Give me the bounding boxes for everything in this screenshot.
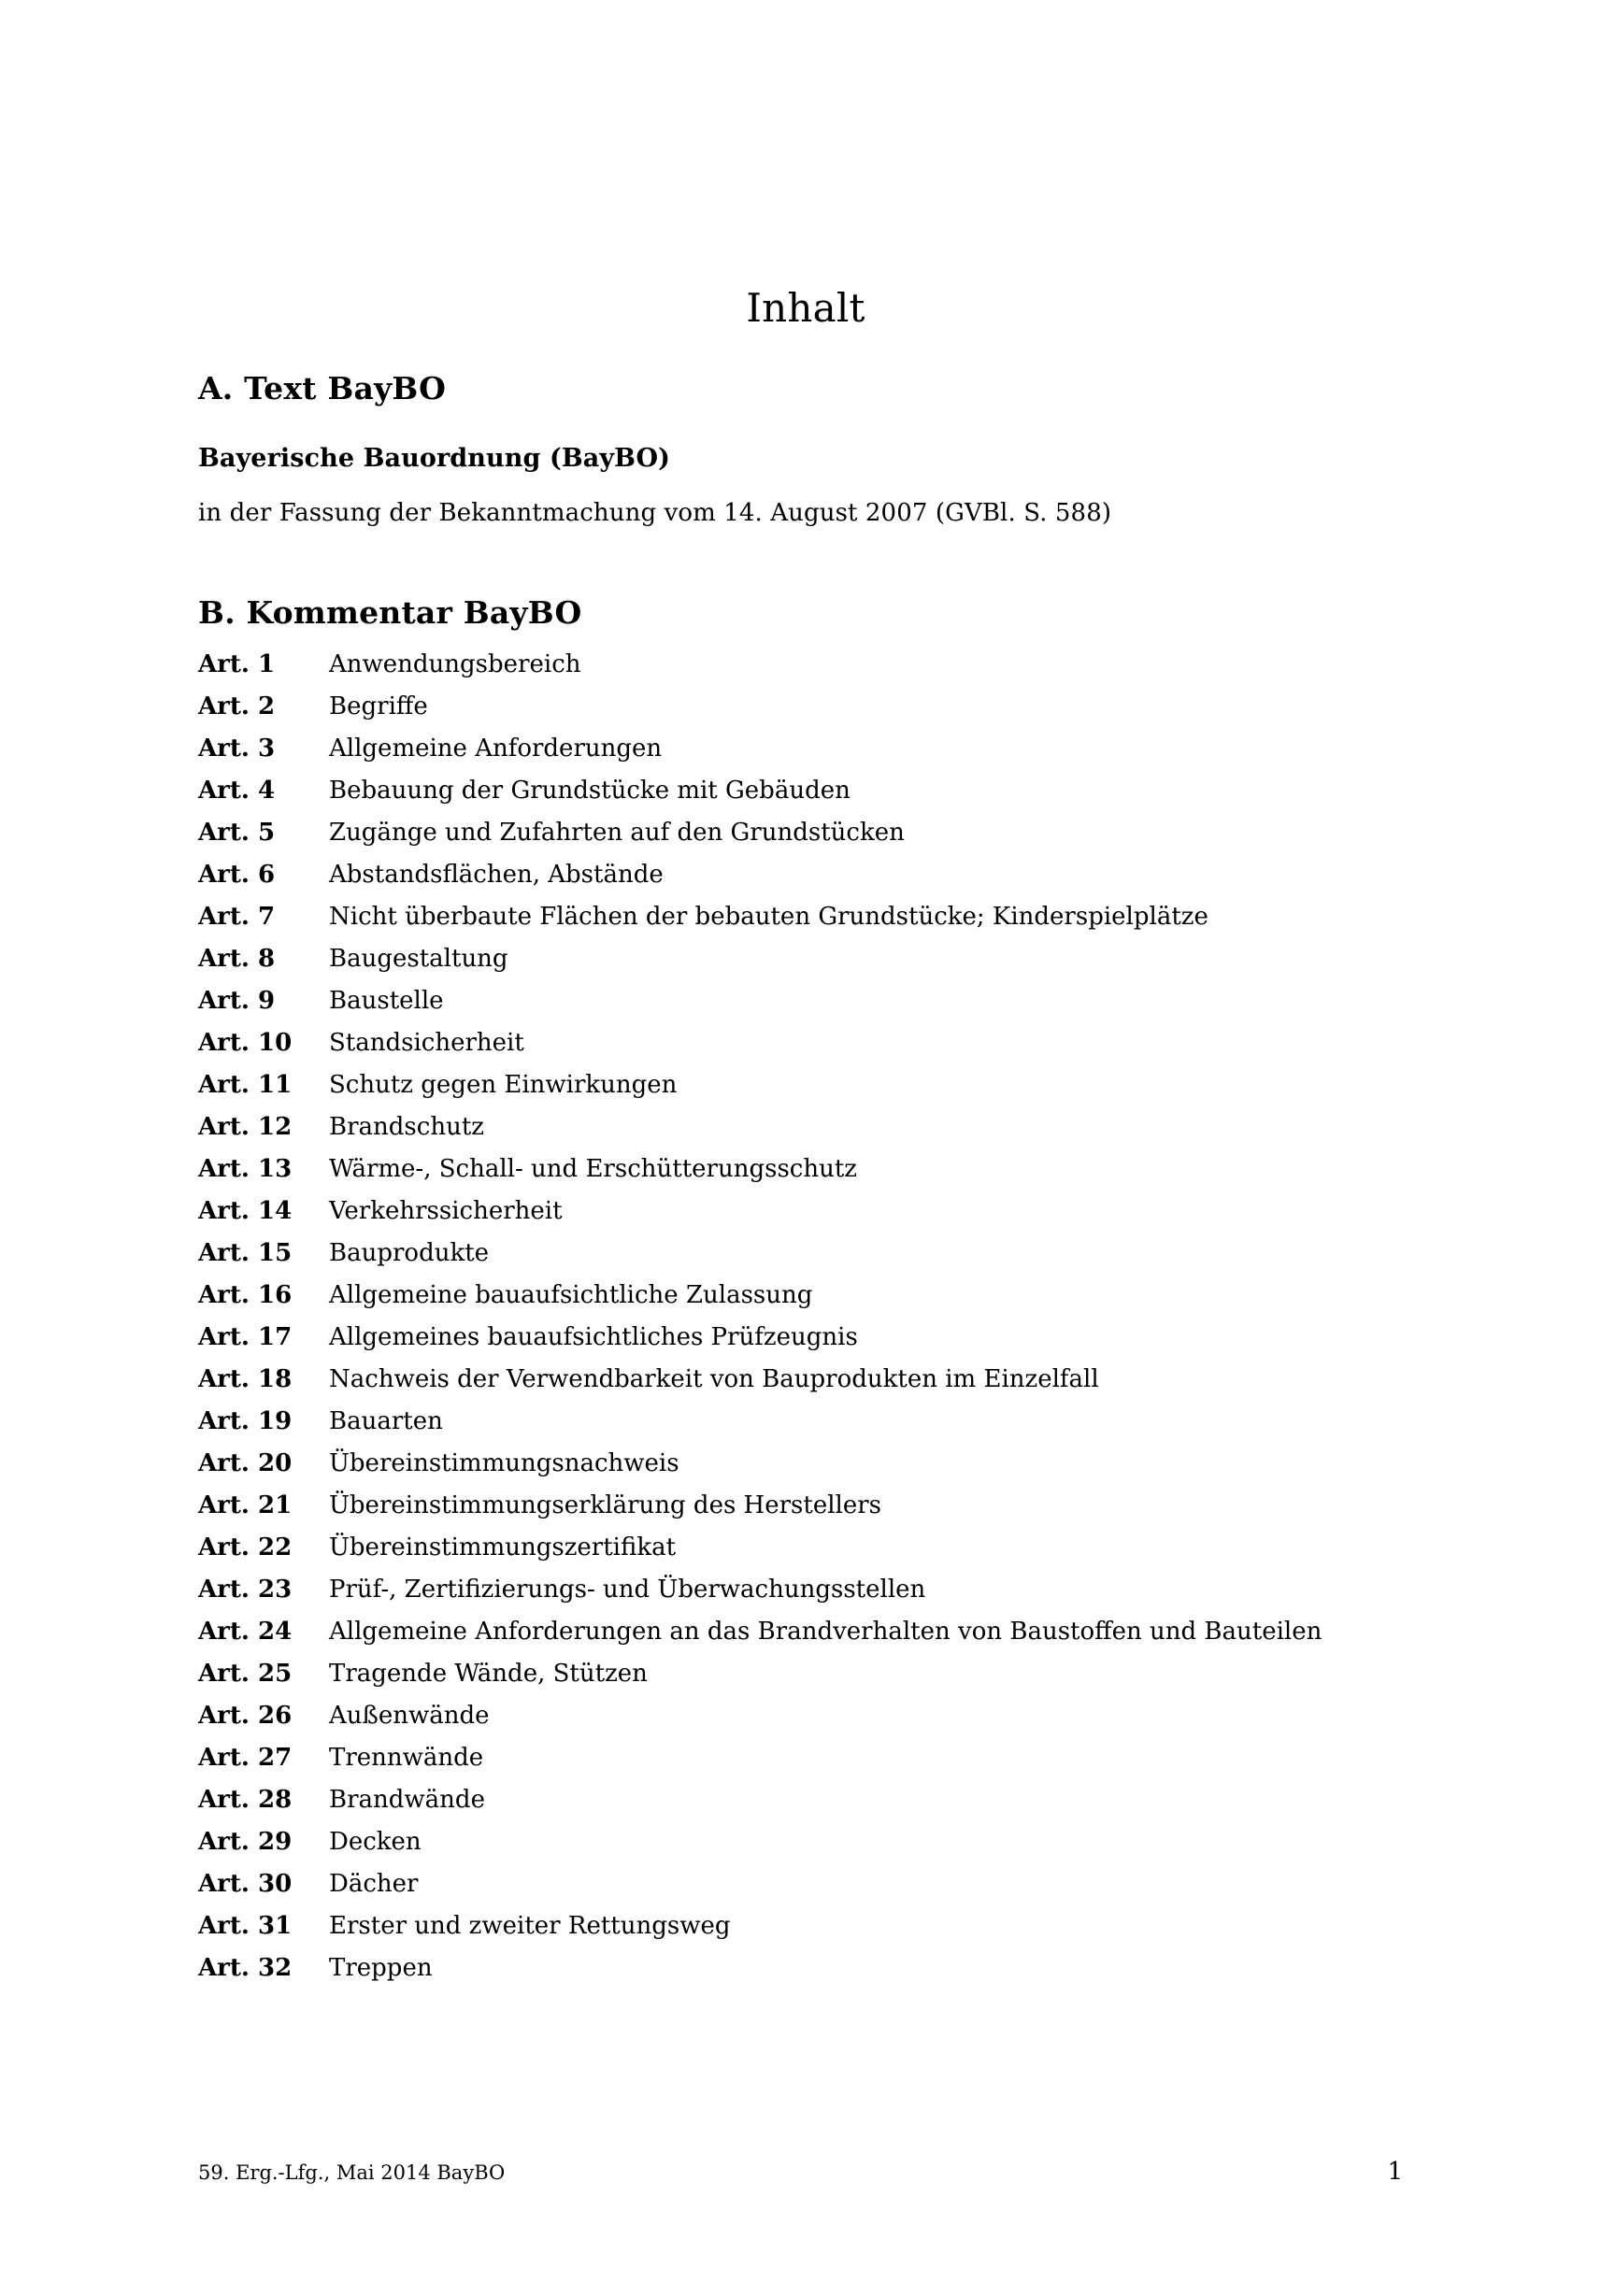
list-item[interactable] (198, 1527, 1413, 1569)
toc-entry-label: Anwendungsbereich (329, 650, 581, 678)
list-item[interactable] (198, 812, 1413, 854)
toc-entry-number: Art. 27 (198, 1744, 293, 1772)
toc-entry-number: Art. 5 (198, 819, 276, 847)
toc-entry-label: Standsicherheit (329, 1029, 524, 1057)
toc-entry-label: Nachweis der Verwendbarkeit von Bauprodukten im Einzelfall (329, 1365, 1099, 1393)
section-heading-b: B. Kommentar BayBO (198, 594, 582, 631)
page-content (198, 0, 1413, 1989)
footer-edition-text: 59. Erg.-Lfg., Mai 2014 BayBO (198, 2161, 506, 2184)
page-title: Inhalt (746, 285, 865, 331)
list-item[interactable] (198, 728, 1413, 770)
list-item[interactable] (198, 1191, 1413, 1233)
toc-entry-label: Begriffe (329, 692, 428, 720)
list-item[interactable] (198, 1905, 1413, 1947)
toc-entry-number: Art. 6 (198, 861, 276, 889)
list-item[interactable] (198, 1275, 1413, 1317)
toc-entry-label: Erster und zweiter Rettungsweg (329, 1912, 731, 1940)
toc-entry-label: Bauprodukte (329, 1239, 490, 1267)
list-item[interactable] (198, 854, 1413, 896)
list-item[interactable] (198, 896, 1413, 938)
toc-entry-label: Baugestaltung (329, 945, 508, 973)
list-item[interactable] (198, 1947, 1413, 1989)
toc-entry-label: Übereinstimmungserklärung des Herstellers (329, 1491, 882, 1519)
toc-entry-number: Art. 7 (198, 903, 276, 931)
list-item[interactable] (198, 1233, 1413, 1275)
list-item[interactable] (198, 1737, 1413, 1779)
toc-entry-number: Art. 30 (198, 1870, 293, 1898)
section-heading-a: A. Text BayBO (198, 370, 447, 406)
toc-entry-number: Art. 17 (198, 1323, 293, 1351)
toc-entry-number: Art. 10 (198, 1029, 293, 1057)
list-item[interactable] (198, 644, 1413, 686)
toc-entry-number: Art. 32 (198, 1954, 293, 1982)
list-item[interactable] (198, 1106, 1413, 1148)
toc-entry-number: Art. 9 (198, 987, 276, 1015)
page-number: 1 (1387, 2158, 1403, 2186)
toc-entry-label: Trennwände (329, 1744, 484, 1772)
list-item[interactable] (198, 938, 1413, 980)
list-item[interactable] (198, 1485, 1413, 1527)
list-item[interactable] (198, 1443, 1413, 1485)
toc-entry-number: Art. 29 (198, 1828, 293, 1856)
list-item[interactable] (198, 1695, 1413, 1737)
list-item[interactable] (198, 1359, 1413, 1401)
list-item[interactable] (198, 1863, 1413, 1905)
toc-entry-label: Allgemeine Anforderungen (329, 734, 663, 763)
list-item[interactable] (198, 1022, 1413, 1064)
toc-entry-label: Dächer (329, 1870, 419, 1898)
toc-entry-number: Art. 2 (198, 692, 276, 720)
toc-entry-number: Art. 4 (198, 777, 276, 805)
toc-entry-label: Schutz gegen Einwirkungen (329, 1071, 678, 1099)
toc-entry-number: Art. 15 (198, 1239, 293, 1267)
toc-entry-label: Wärme-, Schall- und Erschütterungsschutz (329, 1155, 857, 1183)
toc-entry-number: Art. 14 (198, 1197, 293, 1225)
toc-entry-label: Brandschutz (329, 1113, 484, 1141)
list-item[interactable] (198, 1569, 1413, 1611)
list-item[interactable] (198, 1653, 1413, 1695)
toc-entry-label: Brandwände (329, 1786, 485, 1814)
list-item[interactable] (198, 1064, 1413, 1106)
toc-entry-number: Art. 23 (198, 1576, 293, 1604)
table-of-contents (198, 631, 1413, 1989)
toc-entry-number: Art. 21 (198, 1491, 293, 1519)
toc-entry-number: Art. 12 (198, 1113, 293, 1141)
toc-entry-number: Art. 8 (198, 945, 276, 973)
toc-entry-label: Übereinstimmungsnachweis (329, 1449, 679, 1477)
toc-entry-number: Art. 13 (198, 1155, 293, 1183)
list-item[interactable] (198, 1317, 1413, 1359)
toc-entry-number: Art. 3 (198, 734, 276, 763)
toc-entry-number: Art. 18 (198, 1365, 293, 1393)
toc-entry-number: Art. 11 (198, 1071, 293, 1099)
toc-entry-label: Übereinstimmungszertifikat (329, 1533, 677, 1562)
toc-entry-number: Art. 1 (198, 650, 276, 678)
toc-entry-number: Art. 28 (198, 1786, 293, 1814)
section-a-note: in der Fassung der Bekanntmachung vom 14. August 2007 (GVBl. S. 588) (198, 499, 1112, 527)
list-item[interactable] (198, 980, 1413, 1022)
toc-entry-number: Art. 31 (198, 1912, 293, 1940)
toc-entry-label: Zugänge und Zufahrten auf den Grundstücken (329, 819, 905, 847)
list-item[interactable] (198, 1148, 1413, 1191)
toc-entry-number: Art. 24 (198, 1618, 293, 1646)
list-item[interactable] (198, 1401, 1413, 1443)
toc-entry-label: Abstandsflächen, Abstände (329, 861, 664, 889)
toc-entry-label: Verkehrssicherheit (329, 1197, 563, 1225)
list-item[interactable] (198, 1779, 1413, 1821)
page-footer (198, 2158, 1403, 2186)
toc-entry-label: Baustelle (329, 987, 444, 1015)
toc-entry-label: Treppen (329, 1954, 433, 1982)
list-item[interactable] (198, 770, 1413, 812)
list-item[interactable] (198, 1821, 1413, 1863)
toc-entry-label: Allgemeine bauaufsichtliche Zulassung (329, 1281, 813, 1309)
toc-entry-number: Art. 26 (198, 1702, 293, 1730)
toc-entry-number: Art. 20 (198, 1449, 293, 1477)
toc-entry-label: Tragende Wände, Stützen (329, 1660, 648, 1688)
toc-entry-label: Prüf-, Zertifizierungs- und Überwachungsstellen (329, 1576, 926, 1604)
toc-entry-label: Decken (329, 1828, 422, 1856)
toc-entry-number: Art. 16 (198, 1281, 293, 1309)
toc-entry-number: Art. 25 (198, 1660, 293, 1688)
toc-entry-label: Allgemeine Anforderungen an das Brandverhalten von Baustoffen und Bauteilen (329, 1618, 1322, 1646)
toc-entry-label: Bebauung der Grundstücke mit Gebäuden (329, 777, 851, 805)
list-item[interactable] (198, 686, 1413, 728)
section-a-subheading: Bayerische Bauordnung (BayBO) (198, 444, 671, 473)
toc-entry-label: Nicht überbaute Flächen der bebauten Grundstücke; Kinderspielplätze (329, 903, 1208, 931)
toc-entry-number: Art. 22 (198, 1533, 293, 1562)
toc-entry-number: Art. 19 (198, 1407, 293, 1435)
toc-entry-label: Außenwände (329, 1702, 490, 1730)
toc-entry-label: Allgemeines bauaufsichtliches Prüfzeugnis (329, 1323, 858, 1351)
toc-entry-label: Bauarten (329, 1407, 443, 1435)
list-item[interactable] (198, 1611, 1413, 1653)
